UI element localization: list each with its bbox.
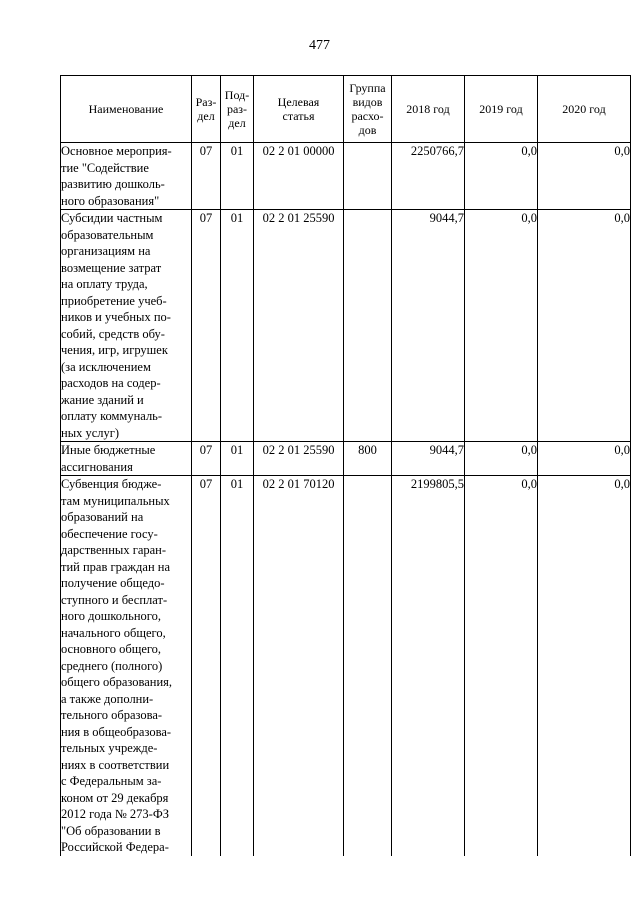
row-2018: 9044,7 — [392, 442, 465, 476]
header-name: Наименование — [61, 76, 192, 143]
row-target: 02 2 01 25590 — [254, 210, 344, 442]
header-row — [61, 76, 631, 143]
row-target: 02 2 01 25590 — [254, 442, 344, 476]
row-section: 07 — [192, 143, 221, 210]
row-name: Основное мероприя- тие "Содействие развитию дошколь- ного образования" — [61, 143, 192, 210]
row-2020: 0,0 — [538, 210, 631, 442]
row-2018: 9044,7 — [392, 210, 465, 442]
row-group: 800 — [344, 442, 392, 476]
row-2019: 0,0 — [465, 476, 538, 856]
row-2020: 0,0 — [538, 476, 631, 856]
row-2020: 0,0 — [538, 143, 631, 210]
row-name: Субвенция бюдже- там муниципальных образований на обеспечение госу- дарственных гаран- тий прав граждан на получение общедо- ступного и бесплат- ного дошкольного, начального общего, основного общего, среднего (полного) общего образования, а также дополни- тельного образова- ния в общеобразова- тельных учрежде- ниях в соответствии с Федеральным за- коном от 29 декабря 2012 года № 273-ФЗ "Об образовании в Российской Федера- — [61, 476, 192, 856]
row-section: 07 — [192, 476, 221, 856]
header-2019: 2019 год — [465, 76, 538, 143]
row-target: 02 2 01 70120 — [254, 476, 344, 856]
header-2020: 2020 год — [538, 76, 631, 143]
header-subsection: Под- раз- дел — [221, 76, 254, 143]
row-subsection: 01 — [221, 210, 254, 442]
header-group: Группа видов расхо- дов — [344, 76, 392, 143]
row-group — [344, 210, 392, 442]
table-row — [61, 476, 631, 856]
header-section: Раз- дел — [192, 76, 221, 143]
budget-table — [60, 75, 631, 856]
row-group — [344, 143, 392, 210]
row-name: Иные бюджетные ассигнования — [61, 442, 192, 476]
row-2019: 0,0 — [465, 210, 538, 442]
row-2019: 0,0 — [465, 143, 538, 210]
row-2018: 2250766,7 — [392, 143, 465, 210]
row-target: 02 2 01 00000 — [254, 143, 344, 210]
row-section: 07 — [192, 210, 221, 442]
page-number: 477 — [309, 38, 330, 53]
header-target: Целевая статья — [254, 76, 344, 143]
row-name: Субсидии частным образовательным организациям на возмещение затрат на оплату труда, приобретение учеб- ников и учебных по- собий, средств обу- чения, игр, игрушек (за исключением расходов на содер- жание зданий и оплату коммуналь- ных услуг) — [61, 210, 192, 442]
row-2020: 0,0 — [538, 442, 631, 476]
table-row — [61, 210, 631, 442]
row-subsection: 01 — [221, 143, 254, 210]
row-subsection: 01 — [221, 476, 254, 856]
row-2019: 0,0 — [465, 442, 538, 476]
row-subsection: 01 — [221, 442, 254, 476]
table-row — [61, 143, 631, 210]
row-2018: 2199805,5 — [392, 476, 465, 856]
row-group — [344, 476, 392, 856]
table-row — [61, 442, 631, 476]
header-2018: 2018 год — [392, 76, 465, 143]
row-section: 07 — [192, 442, 221, 476]
